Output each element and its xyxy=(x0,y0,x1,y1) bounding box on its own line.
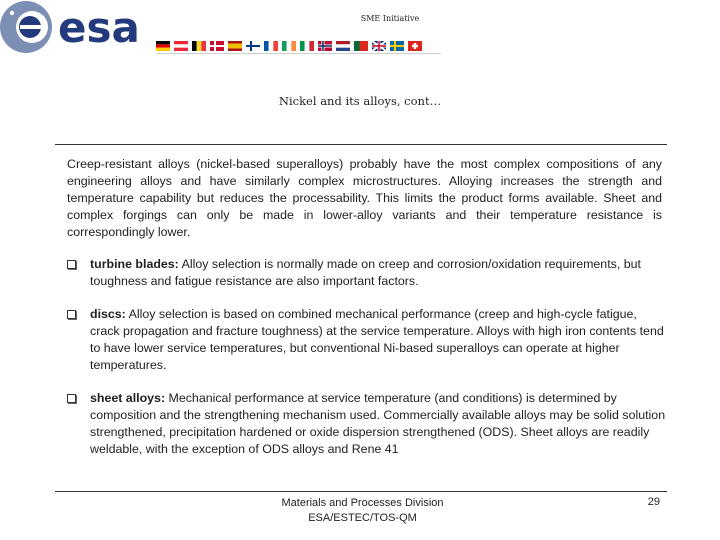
slide-title: Nickel and its alloys, cont… xyxy=(278,94,442,108)
bullet-text: Mechanical performance at service temperature (and conditions) is determined by composition and the strengthening mechanism used. Commercially available alloys may be solid solution strengthened, precipitation hardened or oxide dispersion strengthened (ODS). Sheet alloys are readily weldable, with the exception of ODS alloys and Rene 41 xyxy=(90,391,666,456)
footer xyxy=(250,496,475,526)
page-number: 29 xyxy=(647,496,660,508)
esa-logo xyxy=(0,0,160,56)
footer-department: ESA/ESTEC/TOS-QM xyxy=(308,512,417,524)
esa-logo-text: esa xyxy=(58,3,140,52)
member-state-flags xyxy=(156,41,422,51)
bullet-term: turbine blades: xyxy=(90,257,179,271)
flag-finland-icon xyxy=(246,41,260,51)
flag-divider xyxy=(157,53,441,54)
title-rule xyxy=(55,144,667,145)
footer-rule xyxy=(55,491,667,492)
bullet-text: Alloy selection is normally made on creep and corrosion/oxidation requirements, but toughness and fatigue resistance are also important factors. xyxy=(90,257,641,288)
bullet-text: Alloy selection is based on combined mechanical performance (creep and high-cycle fatigue, crack propagation and fracture toughness) at the service temperature. Alloys with high iron contents tend to have lower service temperatures, but conventional Ni-based superalloys can operate at higher temperatures. xyxy=(90,307,664,372)
bullet-sheet-alloys xyxy=(67,390,667,458)
flag-spain-icon xyxy=(228,41,242,51)
checkbox-bullet-icon xyxy=(67,394,76,403)
flag-germany-icon xyxy=(156,41,170,51)
flag-sweden-icon xyxy=(390,41,404,51)
checkbox-bullet-icon xyxy=(67,310,76,319)
footer-division: Materials and Processes Division xyxy=(281,497,444,509)
bullet-list xyxy=(67,256,667,458)
bullet-turbine-blades xyxy=(67,256,667,290)
flag-belgium-icon xyxy=(192,41,206,51)
flag-france-icon xyxy=(264,41,278,51)
bullet-term: sheet alloys: xyxy=(90,391,166,405)
flag-norway-icon xyxy=(318,41,332,51)
checkbox-bullet-icon xyxy=(67,260,76,269)
bullet-term: discs: xyxy=(90,307,126,321)
flag-denmark-icon xyxy=(210,41,224,51)
flag-italy-icon xyxy=(300,41,314,51)
header-title: SME Initiative xyxy=(360,14,420,23)
flag-united-kingdom-icon xyxy=(372,41,386,51)
bullet-discs xyxy=(67,306,667,374)
flag-portugal-icon xyxy=(354,41,368,51)
flag-switzerland-icon xyxy=(408,41,422,51)
flag-netherlands-icon xyxy=(336,41,350,51)
esa-logo-graphic xyxy=(0,0,160,56)
intro-paragraph: Creep-resistant alloys (nickel-based superalloys) probably have the most complex compositions of any engineering alloys and have similarly complex microstructures. Alloying increases the strength and temperature capability but reduces the processability. This limits the product forms available. Sheet and complex forgings can only be made in lower-alloy variants and their temperature resistance is correspondingly lower. xyxy=(67,157,662,239)
flag-ireland-icon xyxy=(282,41,296,51)
flag-austria-icon xyxy=(174,41,188,51)
